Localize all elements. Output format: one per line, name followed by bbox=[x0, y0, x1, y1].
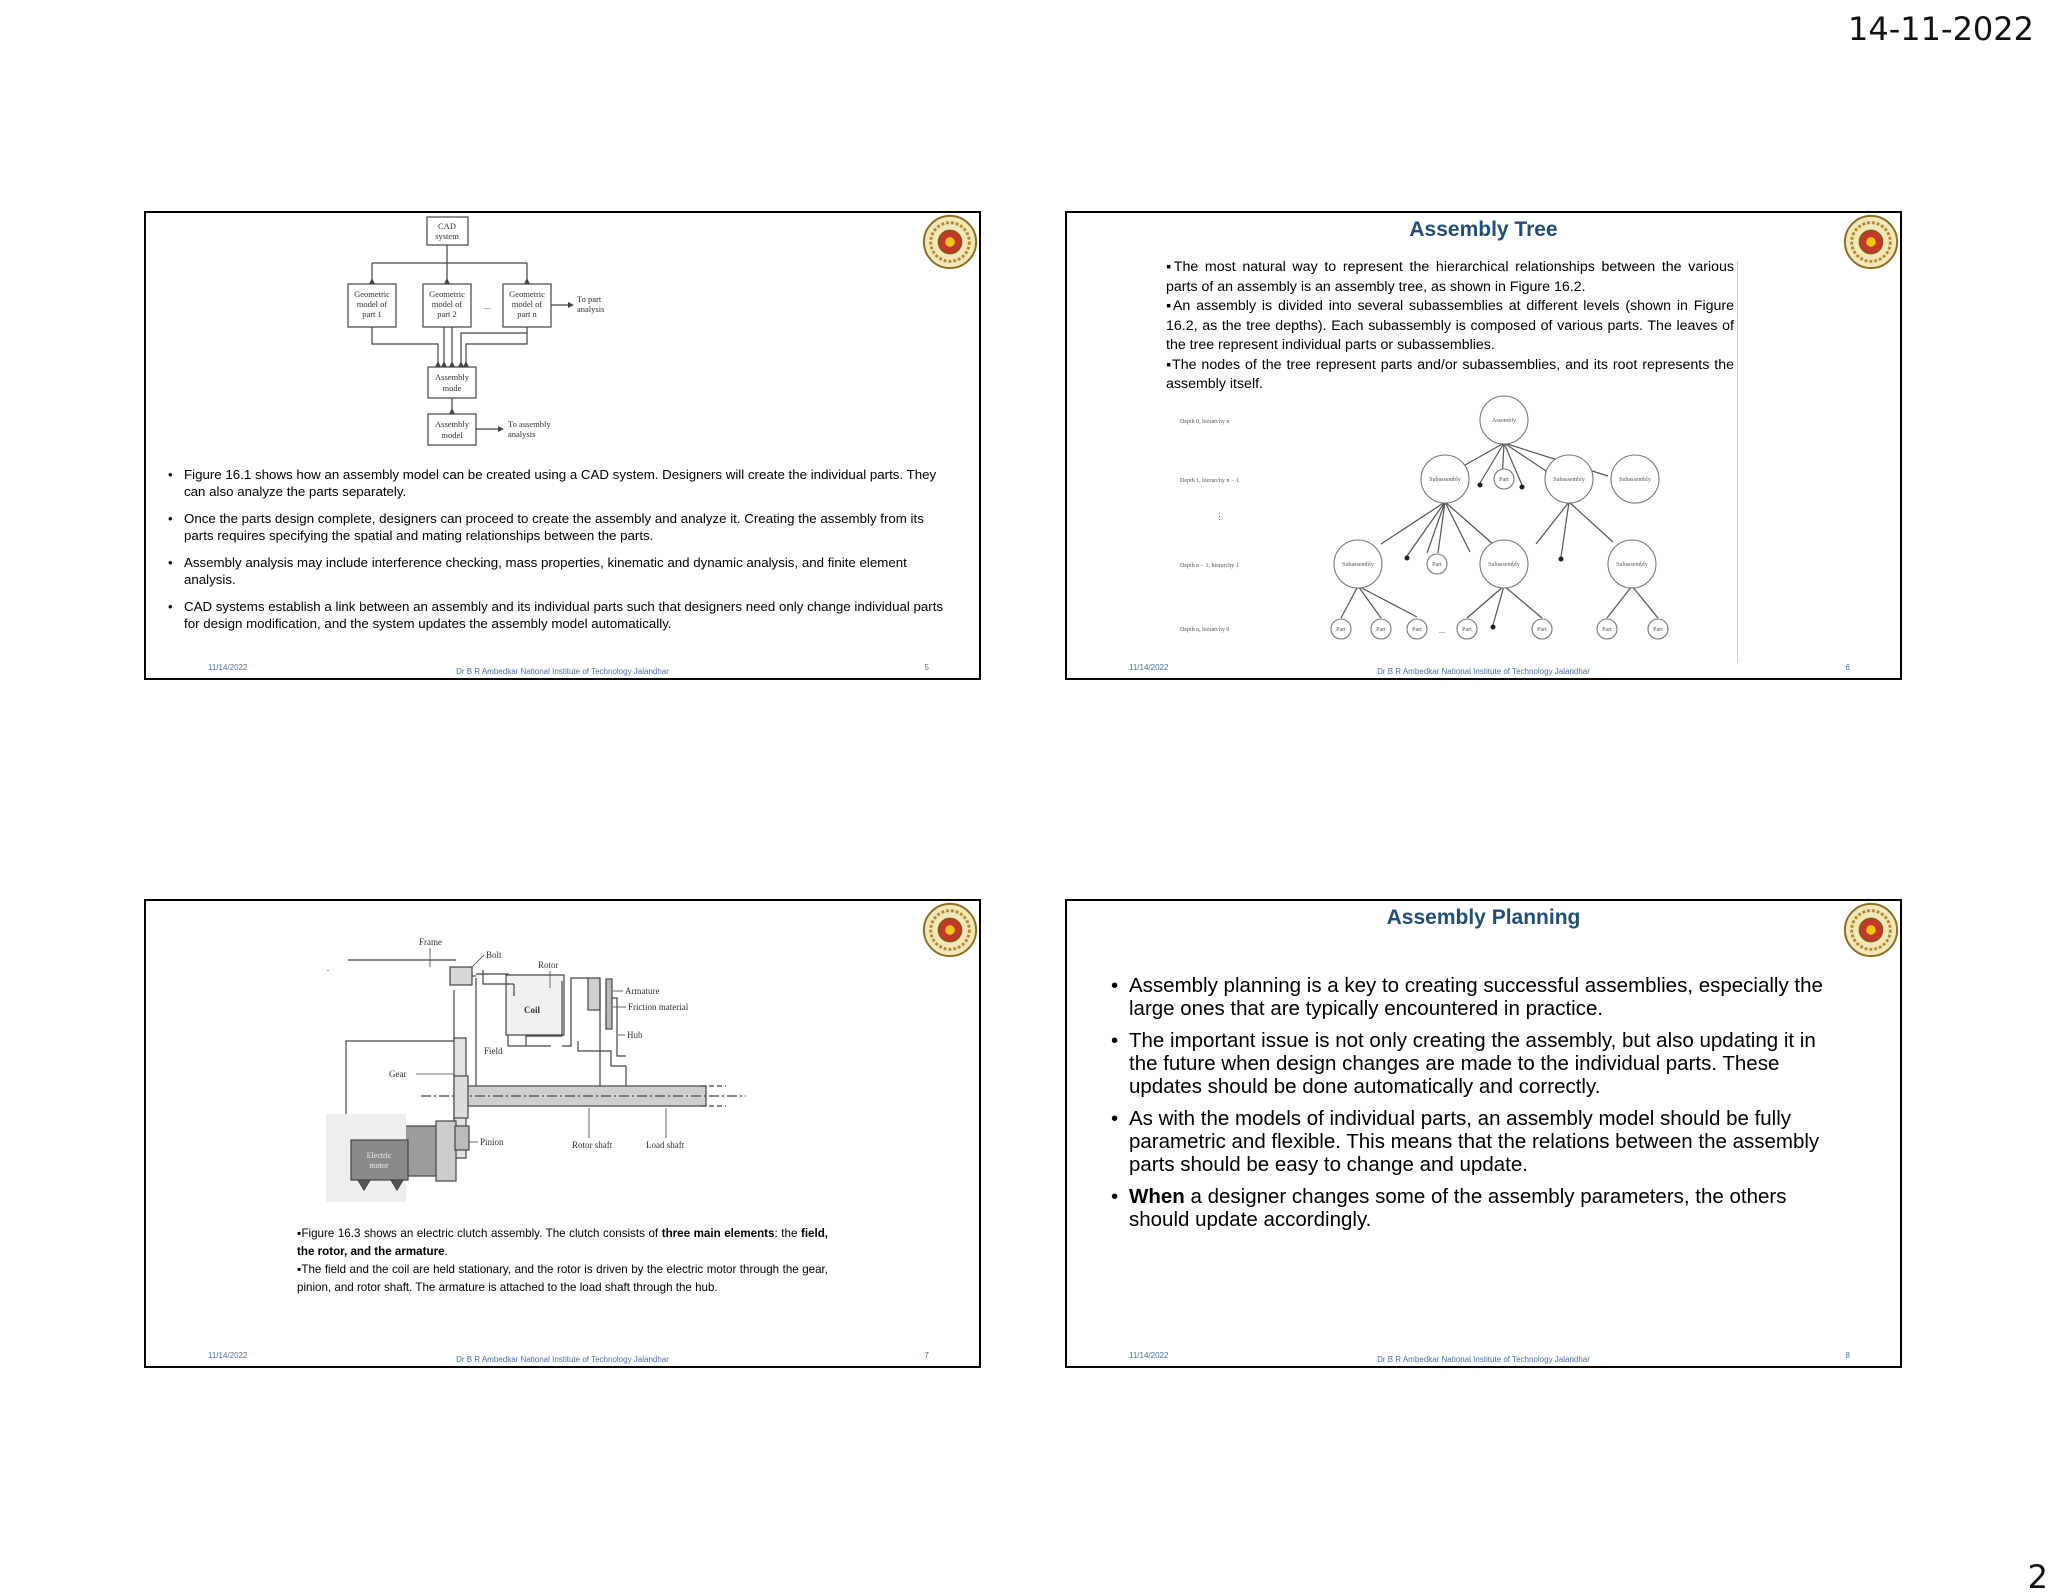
assembly-tree-text bbox=[1166, 258, 1734, 395]
slide-title: Assembly Planning bbox=[1386, 906, 1581, 929]
footer-date: 11/14/2022 bbox=[1129, 1351, 1169, 1360]
to-assembly-l1: To assembly bbox=[508, 419, 551, 429]
p1-d: field, the rotor, and the armature bbox=[297, 1227, 829, 1258]
slide8-bullets bbox=[1109, 974, 1839, 1240]
svg-text:CAD bbox=[438, 221, 456, 231]
tree-node-subassembly: Subassembly bbox=[1619, 477, 1651, 483]
assembly-mode-l1: Assembly bbox=[435, 372, 469, 382]
tree-node-part: Part bbox=[1653, 627, 1663, 633]
divider bbox=[1737, 261, 1738, 663]
bullet-item: • As with the models of individual parts, an assembly model should be fully parametric and flexible. This means that the relations between the assembly parts should be easy to change and update. bbox=[1109, 1107, 1839, 1176]
label-bolt: Bolt bbox=[486, 950, 502, 960]
footer-date: 11/14/2022 bbox=[208, 1351, 248, 1360]
slide5-bullets bbox=[166, 466, 956, 642]
assembly-model-l1: Assembly bbox=[435, 419, 469, 429]
slide-footer bbox=[1067, 1350, 1900, 1364]
slide-number: 6 bbox=[1845, 663, 1850, 672]
tree-node-part: Part bbox=[1499, 477, 1509, 483]
clutch-text bbox=[297, 1225, 828, 1297]
bullet-item: • Figure 16.1 shows how an assembly model can be created using a CAD system. Designers will create the individual parts. They can also analyze the parts separately. bbox=[166, 466, 956, 500]
tree-node-assembly: Assembly bbox=[1492, 418, 1516, 424]
label-friction: Friction material bbox=[628, 1002, 689, 1012]
to-part-l2: analysis bbox=[577, 304, 605, 314]
slide-6 bbox=[1065, 211, 1902, 680]
slide-number: 7 bbox=[924, 1351, 929, 1360]
page-date: 14-11-2022 bbox=[1848, 10, 2034, 48]
p1-e: . bbox=[444, 1245, 448, 1258]
slide-title: Assembly Tree bbox=[1409, 218, 1558, 241]
slide-8 bbox=[1065, 899, 1902, 1368]
tree-node-subassembly: Subassembly bbox=[1342, 562, 1374, 568]
cad-label: CAD bbox=[438, 221, 456, 231]
depth-label: Depth n, hierarchy 0 bbox=[1180, 627, 1230, 633]
figure-16-1-cad-diagram bbox=[354, 216, 726, 446]
tree-node-part: Part bbox=[1376, 627, 1386, 633]
bullet-item bbox=[1109, 1185, 1839, 1231]
cad-label-2: system bbox=[435, 231, 459, 241]
bullet-item: • Assembly planning is a key to creating successful assemblies, especially the large ones that are typically encountered in practice. bbox=[1109, 974, 1839, 1020]
slide-number: 8 bbox=[1845, 1351, 1850, 1360]
tree-node-subassembly: Subassembly bbox=[1429, 477, 1461, 483]
depth-label: Depth n − 1, hierarchy 1 bbox=[1180, 563, 1239, 569]
slide-5 bbox=[144, 211, 981, 680]
paragraph-1 bbox=[297, 1225, 828, 1261]
bullet-item: • Once the parts design complete, designers can proceed to create the assembly and analyze it. Creating the assembly from its parts requires specifying the spatial and mating relationships between the parts. bbox=[166, 510, 956, 544]
institute-logo-icon bbox=[921, 213, 979, 271]
footer-date: 11/14/2022 bbox=[208, 663, 248, 672]
tree-node-part: Part bbox=[1462, 627, 1472, 633]
tree-node-subassembly: Subassembly bbox=[1488, 562, 1520, 568]
bullet-item: • Assembly analysis may include interference checking, mass properties, kinematic and dynamic analysis, and finite element analysis. bbox=[166, 554, 956, 588]
tree-node-subassembly: Subassembly bbox=[1553, 477, 1585, 483]
paragraph: ▪The nodes of the tree represent parts and/or subassemblies, and its root represents the assembly itself. bbox=[1166, 356, 1734, 392]
label-gear: Gear bbox=[389, 1069, 407, 1079]
geon-l2: model of bbox=[511, 299, 543, 309]
tree-node-part: Part bbox=[1537, 627, 1547, 633]
label-pinion: Pinion bbox=[480, 1137, 504, 1147]
geon-l1: Geometric bbox=[509, 289, 545, 299]
geo1-l2: model of bbox=[356, 299, 388, 309]
label-rotor: Rotor bbox=[538, 960, 559, 970]
geo1-l3: part 1 bbox=[362, 309, 382, 319]
tree-dots: ... bbox=[1439, 626, 1445, 635]
slide-footer bbox=[146, 1350, 979, 1364]
p1-a: ▪Figure 16.3 shows an electric clutch assembly. The clutch consists of bbox=[297, 1227, 662, 1240]
p1-b: three main elements bbox=[661, 1227, 775, 1240]
institute-logo-icon bbox=[921, 901, 979, 959]
figure-16-3-electric-clutch bbox=[326, 936, 746, 1211]
slide-footer bbox=[146, 662, 979, 676]
slide-footer bbox=[1067, 662, 1900, 676]
label-motor-1: Electric bbox=[366, 1151, 392, 1160]
tree-node-part: Part bbox=[1336, 627, 1346, 633]
assembly-model-l2: model bbox=[441, 430, 463, 440]
footer-institute: Dr B R Ambedkar National Institute of Technology Jalandhar bbox=[456, 1355, 669, 1364]
depth-label: ⋮ bbox=[1215, 511, 1224, 521]
label-rotor-shaft: Rotor shaft bbox=[572, 1140, 613, 1150]
label-coil: Coil bbox=[524, 1005, 541, 1015]
page-number: 2 bbox=[2027, 1558, 2048, 1596]
depth-label: Depth 0, hierarchy n bbox=[1180, 419, 1230, 425]
footer-institute: Dr B R Ambedkar National Institute of Technology Jalandhar bbox=[456, 667, 669, 676]
bullet-item: • CAD systems establish a link between an assembly and its individual parts such that designers need only change individual parts for design modification, and the system updates the assembly model automatically. bbox=[166, 598, 956, 632]
to-part-l1: To part bbox=[577, 294, 602, 304]
tree-node-part: Part bbox=[1412, 627, 1422, 633]
slide-number: 5 bbox=[924, 663, 929, 672]
bullet-bold: When bbox=[1129, 1185, 1185, 1208]
geo2-l2: model of bbox=[431, 299, 463, 309]
label-field: Field bbox=[484, 1046, 503, 1056]
label-hub: Hub bbox=[627, 1030, 643, 1040]
figure-16-2-assembly-tree bbox=[1177, 393, 1663, 673]
geo1-l1: Geometric bbox=[354, 289, 390, 299]
footer-date: 11/14/2022 bbox=[1129, 663, 1169, 672]
label-motor-2: motor bbox=[369, 1161, 389, 1170]
label-load-shaft: Load shaft bbox=[646, 1140, 685, 1150]
depth-label: Depth 1, hierarchy n − 1 bbox=[1180, 478, 1239, 484]
tree-node-part: Part bbox=[1432, 562, 1442, 568]
geon-l3: part n bbox=[517, 309, 537, 319]
label-armature: Armature bbox=[625, 986, 660, 996]
assembly-mode-l2: mode bbox=[442, 383, 462, 393]
label-frame: Frame bbox=[419, 937, 442, 947]
p1-c: : the bbox=[774, 1227, 801, 1240]
geo-dots: ... bbox=[483, 301, 491, 311]
bullet-rest: a designer changes some of the assembly parameters, the others should update accordingly. bbox=[1129, 1185, 1787, 1231]
paragraph: ▪The most natural way to represent the hierarchical relationships between the various parts of an assembly is an assembly tree, as shown in Figure 16.2. bbox=[1166, 259, 1734, 295]
footer-institute: Dr B R Ambedkar National Institute of Technology Jalandhar bbox=[1377, 1355, 1590, 1364]
paragraph: ▪An assembly is divided into several subassemblies at different levels (shown in Figure 16.2, as the tree depths). Each subassembly is composed of various parts. The leaves of the tree represent individual parts or subassemblies. bbox=[1166, 298, 1734, 353]
paragraph-2: ▪The field and the coil are held stationary, and the rotor is driven by the electric motor through the gear, pinion, and rotor shaft. The armature is attached to the load shaft through the hub. bbox=[297, 1263, 828, 1294]
bullet-item: • The important issue is not only creating the assembly, but also updating it in the future when design changes are made to the individual parts. These updates should be done automatically and correctly. bbox=[1109, 1029, 1839, 1098]
slide-7 bbox=[144, 899, 981, 1368]
footer-institute: Dr B R Ambedkar National Institute of Technology Jalandhar bbox=[1377, 667, 1590, 676]
geo2-l1: Geometric bbox=[429, 289, 465, 299]
tree-node-part: Part bbox=[1602, 627, 1612, 633]
geo2-l3: part 2 bbox=[437, 309, 457, 319]
tree-node-subassembly: Subassembly bbox=[1616, 562, 1648, 568]
to-assembly-l2: analysis bbox=[508, 429, 536, 439]
svg-text:system bbox=[435, 231, 459, 241]
